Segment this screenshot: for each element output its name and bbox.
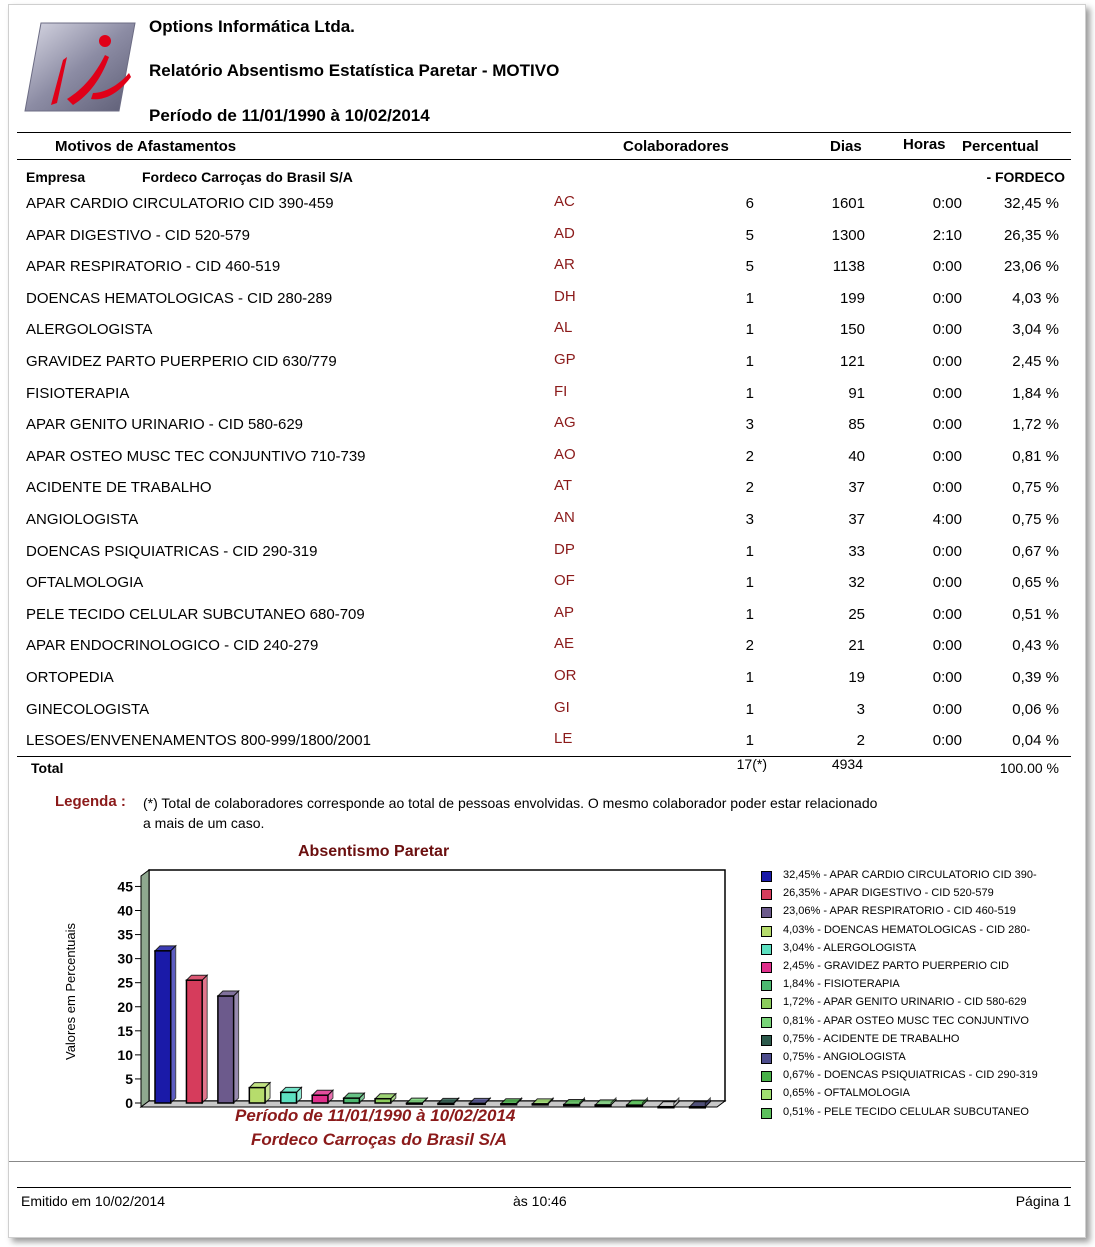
table-row: [9, 382, 1085, 416]
row-dias: 1138: [832, 258, 865, 276]
row-name: APAR GENITO URINARIO - CID 580-629: [26, 416, 304, 434]
row-code: DH: [554, 287, 576, 305]
bar: [375, 1099, 391, 1103]
row-dias: 150: [839, 321, 865, 339]
row-dias: 21: [848, 637, 865, 655]
row-colaboradores: 1: [745, 700, 754, 718]
legend-text: 0,51% - PELE TECIDO CELULAR SUBCUTANEO: [783, 1105, 1029, 1118]
legend-swatch: [761, 1071, 772, 1082]
table-row: [9, 574, 1085, 605]
row-code: AC: [554, 193, 575, 210]
report-period: Período de 11/01/1990 à 10/02/2014: [149, 106, 430, 125]
bar: [532, 1104, 548, 1105]
row-percentual: 32,45 %: [1003, 195, 1059, 212]
bar: [218, 996, 234, 1103]
row-percentual: 0,04 %: [1012, 732, 1059, 750]
row-colaboradores: 1: [745, 605, 754, 623]
row-code: AE: [554, 635, 575, 653]
legend-text: 0,81% - APAR OSTEO MUSC TEC CONJUNTIVO: [783, 1014, 1029, 1027]
table-row: [9, 224, 1085, 258]
row-percentual: 0,67 %: [1012, 542, 1059, 560]
row-percentual: 0,06 %: [1012, 700, 1059, 718]
header-rule: [17, 132, 1071, 133]
bar: [658, 1107, 674, 1108]
y-tick-label: 20: [117, 998, 133, 1015]
y-tick-label: 10: [117, 1046, 133, 1063]
bar: [595, 1105, 611, 1106]
company-logo: [23, 15, 138, 115]
legenda-text-line2: a mais de um caso.: [143, 815, 265, 831]
legend-swatch: [761, 1035, 772, 1046]
row-dias: 37: [848, 511, 865, 528]
row-name: APAR CARDIO CIRCULATORIO CID 390-459: [26, 195, 334, 212]
row-dias: 37: [848, 479, 865, 497]
row-code: AT: [554, 477, 573, 495]
row-colaboradores: 3: [745, 416, 754, 434]
table-row: [9, 195, 1085, 226]
row-dias: 121: [839, 353, 865, 370]
legend-swatch: [761, 1053, 772, 1064]
table-row: [9, 732, 1085, 763]
total-dias: 4934: [831, 756, 863, 772]
row-name: DOENCAS PSIQUIATRICAS - CID 290-319: [26, 542, 318, 560]
bar: [501, 1104, 517, 1105]
col-header-percentual: Percentual: [962, 138, 1039, 155]
table-row: [9, 540, 1085, 574]
row-name: PELE TECIDO CELULAR SUBCUTANEO 680-709: [26, 605, 365, 623]
column-header-rule: [17, 159, 1071, 160]
row-code: GI: [554, 698, 570, 716]
table-row: [9, 353, 1085, 384]
row-code: DP: [554, 540, 575, 558]
row-dias: 199: [839, 289, 865, 307]
footer-emitido: Emitido em 10/02/2014: [21, 1193, 165, 1209]
row-dias: 85: [848, 416, 865, 434]
row-horas: 0:00: [932, 479, 962, 497]
row-colaboradores: 5: [745, 226, 754, 244]
legenda-text-line1: (*) Total de colaboradores corresponde ao total de pessoas envolvidas. O mesmo colaborador poder estar relacionado: [143, 795, 878, 811]
total-label: Total: [31, 760, 64, 776]
legend-swatch: [761, 962, 772, 973]
y-tick-label: 15: [117, 1022, 133, 1039]
footer-hora: às 10:46: [513, 1193, 567, 1209]
table-row: [9, 637, 1085, 668]
row-code: AL: [554, 319, 573, 337]
row-horas: 0:00: [932, 669, 962, 686]
row-colaboradores: 1: [745, 732, 754, 750]
row-horas: 0:00: [932, 700, 962, 718]
empresa-code: - FORDECO: [986, 169, 1065, 185]
row-name: APAR OSTEO MUSC TEC CONJUNTIVO 710-739: [26, 447, 366, 465]
y-tick-label: 35: [117, 926, 133, 943]
col-header-colaboradores: Colaboradores: [623, 138, 729, 155]
chart-side-wall: [141, 870, 149, 1107]
table-row: [9, 479, 1085, 510]
bar: [344, 1098, 360, 1103]
legend-swatch: [761, 980, 772, 991]
col-header-motivos: Motivos de Afastamentos: [55, 138, 237, 155]
y-tick-label: 45: [117, 878, 133, 895]
row-horas: 0:00: [932, 605, 962, 623]
row-percentual: 2,45 %: [1012, 353, 1059, 370]
legend-swatch: [761, 1089, 772, 1100]
legend-swatch: [761, 889, 772, 900]
row-code: AG: [554, 414, 576, 432]
row-horas: 0:00: [932, 416, 962, 434]
row-horas: 0:00: [932, 637, 962, 655]
bar: [469, 1103, 485, 1104]
chart-title: Absentismo Paretar: [298, 843, 450, 860]
bar: [249, 1088, 265, 1103]
row-dias: 33: [848, 542, 865, 560]
bar: [407, 1103, 423, 1104]
row-colaboradores: 1: [745, 384, 754, 402]
row-percentual: 26,35 %: [1003, 226, 1059, 244]
y-tick-label: 5: [125, 1070, 133, 1087]
row-code: AO: [554, 445, 576, 463]
footer-rule: [17, 1187, 1071, 1188]
table-row: [9, 445, 1085, 479]
row-dias: 2: [856, 732, 865, 750]
row-horas: 4:00: [932, 511, 962, 528]
row-name: GRAVIDEZ PARTO PUERPERIO CID 630/779: [26, 353, 337, 370]
row-code: OF: [554, 572, 575, 590]
row-horas: 0:00: [932, 353, 962, 370]
legend-swatch: [761, 871, 772, 882]
row-percentual: 0,81 %: [1012, 447, 1059, 465]
bar: [627, 1105, 643, 1106]
row-name: ANGIOLOGISTA: [26, 511, 139, 528]
legend-text: 1,84% - FISIOTERAPIA: [783, 978, 900, 991]
legend-text: 32,45% - APAR CARDIO CIRCULATORIO CID 390-: [783, 869, 1037, 881]
table-row: [9, 321, 1085, 352]
row-name: GINECOLOGISTA: [26, 700, 150, 718]
y-tick-label: 40: [117, 902, 133, 919]
row-name: APAR RESPIRATORIO - CID 460-519: [26, 258, 281, 276]
legend-text: 0,75% - ACIDENTE DE TRABALHO: [783, 1032, 960, 1045]
legend-text: 0,75% - ANGIOLOGISTA: [783, 1051, 906, 1063]
y-tick-label: 0: [125, 1095, 133, 1109]
total-percentual: 100.00 %: [999, 760, 1059, 776]
bar: [690, 1107, 706, 1108]
row-dias: 32: [848, 574, 865, 592]
row-colaboradores: 3: [745, 511, 754, 528]
chart-subtitle-company: Fordeco Carroças do Brasil S/A: [251, 1130, 508, 1149]
row-colaboradores: 2: [745, 447, 754, 465]
legend-text: 0,67% - DOENCAS PSIQUIATRICAS - CID 290-319: [783, 1069, 1038, 1082]
bar-chart: [49, 865, 729, 1109]
table-row: [9, 511, 1085, 542]
row-code: FI: [554, 382, 568, 400]
legend-swatch: [761, 1017, 772, 1028]
row-code: AR: [554, 256, 575, 274]
row-code: AP: [554, 603, 575, 621]
legend-swatch: [761, 944, 772, 955]
legend-text: 2,45% - GRAVIDEZ PARTO PUERPERIO CID: [783, 960, 1009, 972]
row-name: APAR DIGESTIVO - CID 520-579: [26, 226, 250, 244]
row-percentual: 3,04 %: [1012, 321, 1059, 339]
row-colaboradores: 5: [745, 258, 754, 276]
row-name: OFTALMOLOGIA: [26, 574, 144, 592]
row-code: GP: [554, 351, 576, 368]
row-percentual: 0,75 %: [1012, 511, 1059, 528]
row-percentual: 0,51 %: [1012, 605, 1059, 623]
row-name: DOENCAS HEMATOLOGICAS - CID 280-289: [26, 289, 333, 307]
row-colaboradores: 6: [745, 195, 754, 212]
row-colaboradores: 2: [745, 479, 754, 497]
row-horas: 0:00: [932, 258, 962, 276]
row-horas: 2:10: [932, 226, 962, 244]
chart-subtitle-period: Período de 11/01/1990 à 10/02/2014: [235, 1106, 516, 1125]
total-rule: [17, 756, 1071, 757]
row-colaboradores: 1: [745, 353, 754, 370]
row-dias: 19: [848, 669, 865, 686]
row-horas: 0:00: [932, 542, 962, 560]
report-title: Relatório Absentismo Estatística Paretar - MOTIVO: [149, 61, 560, 80]
row-name: ORTOPEDIA: [26, 669, 114, 686]
bar: [186, 980, 202, 1103]
row-name: FISIOTERAPIA: [26, 384, 130, 402]
row-colaboradores: 1: [745, 669, 754, 686]
row-horas: 0:00: [932, 321, 962, 339]
table-row: [9, 698, 1085, 732]
row-horas: 0:00: [932, 732, 962, 750]
row-horas: 0:00: [932, 447, 962, 465]
legend-swatch: [761, 907, 772, 918]
company-name: Options Informática Ltda.: [149, 17, 355, 36]
row-percentual: 0,39 %: [1012, 669, 1059, 686]
legend-text: 3,04% - ALERGOLOGISTA: [783, 941, 917, 954]
row-horas: 0:00: [932, 289, 962, 307]
footer-pagina: Página 1: [1015, 1193, 1071, 1209]
legend-swatch: [761, 998, 772, 1009]
col-header-dias: Dias: [830, 138, 862, 155]
row-dias: 91: [848, 384, 865, 402]
table-row: [9, 258, 1085, 289]
bar: [564, 1105, 580, 1106]
table-row: [9, 603, 1085, 637]
row-colaboradores: 1: [745, 542, 754, 560]
empresa-label: Empresa: [26, 169, 86, 185]
row-percentual: 4,03 %: [1012, 289, 1059, 307]
table-row: [9, 416, 1085, 447]
row-horas: 0:00: [932, 384, 962, 402]
row-dias: 40: [848, 447, 865, 465]
row-percentual: 0,43 %: [1012, 637, 1059, 655]
legend-text: 23,06% - APAR RESPIRATORIO - CID 460-519: [783, 905, 1016, 918]
row-horas: 0:00: [932, 574, 962, 592]
report-page: [8, 4, 1086, 1238]
bar: [155, 951, 171, 1103]
row-name: ALERGOLOGISTA: [26, 321, 153, 339]
bar: [438, 1103, 454, 1104]
y-axis-label: Valores em Percentuais: [63, 922, 78, 1061]
row-code: LE: [554, 730, 573, 748]
bar: [281, 1092, 297, 1103]
legend-swatch: [761, 1108, 772, 1119]
legenda-text: [143, 793, 1023, 833]
table-row: [9, 287, 1085, 321]
row-code: OR: [554, 667, 577, 684]
legend-text: 4,03% - DOENCAS HEMATOLOGICAS - CID 280-: [783, 923, 1031, 936]
row-code: AN: [554, 509, 575, 526]
row-horas: 0:00: [932, 195, 962, 212]
page-bottom-rule: [9, 1161, 1085, 1162]
legend-text: 26,35% - APAR DIGESTIVO - CID 520-579: [783, 887, 994, 900]
legend-text: 1,72% - APAR GENITO URINARIO - CID 580-629: [783, 996, 1027, 1009]
total-colaboradores: 17(*): [736, 756, 767, 772]
row-dias: 25: [848, 605, 865, 623]
row-code: AD: [554, 224, 575, 242]
empresa-name: Fordeco Carroças do Brasil S/A: [142, 169, 353, 185]
table-row: [9, 669, 1085, 700]
legend-text: 0,65% - OFTALMOLOGIA: [783, 1087, 910, 1100]
row-percentual: 0,75 %: [1012, 479, 1059, 497]
row-colaboradores: 1: [745, 321, 754, 339]
bar-side: [171, 946, 176, 1103]
row-colaboradores: 1: [745, 574, 754, 592]
bar: [312, 1095, 328, 1103]
row-name: LESOES/ENVENENAMENTOS 800-999/1800/2001: [26, 732, 371, 750]
y-tick-label: 25: [117, 974, 133, 991]
row-colaboradores: 2: [745, 637, 754, 655]
col-header-horas: Horas: [903, 136, 946, 153]
y-tick-label: 30: [117, 950, 133, 967]
row-percentual: 1,84 %: [1012, 384, 1059, 402]
row-percentual: 23,06 %: [1003, 258, 1059, 276]
row-name: APAR ENDOCRINOLOGICO - CID 240-279: [26, 637, 319, 655]
legenda-label: Legenda :: [55, 793, 126, 810]
row-dias: 3: [856, 700, 865, 718]
row-percentual: 1,72 %: [1012, 416, 1059, 434]
legend-swatch: [761, 926, 772, 937]
row-dias: 1300: [831, 226, 865, 244]
row-percentual: 0,65 %: [1012, 574, 1059, 592]
row-colaboradores: 1: [745, 289, 754, 307]
bar-side: [234, 991, 239, 1103]
bar-side: [202, 975, 207, 1103]
row-name: ACIDENTE DE TRABALHO: [26, 479, 212, 497]
row-dias: 1601: [831, 195, 865, 212]
